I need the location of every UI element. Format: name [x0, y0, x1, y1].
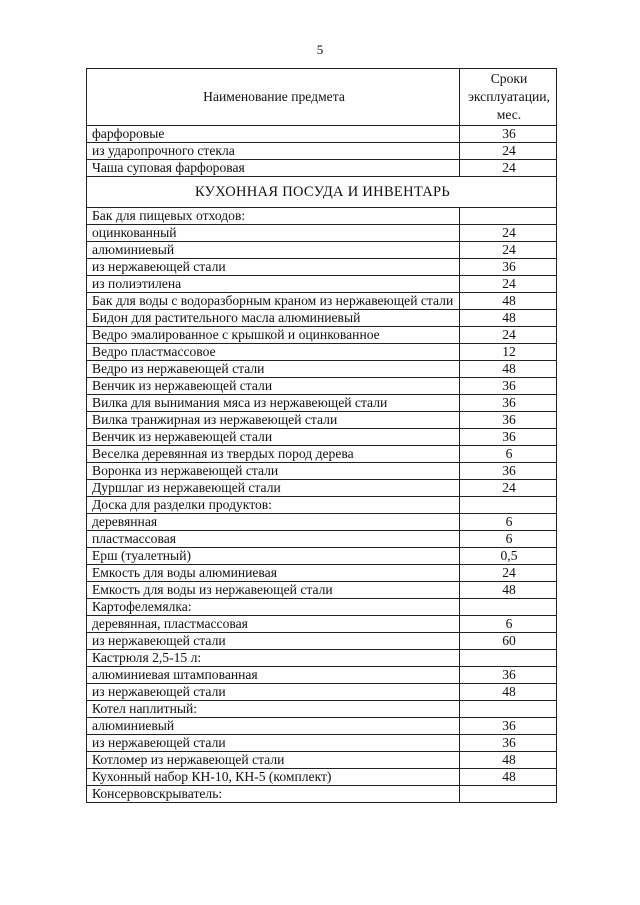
item-name: из нержавеющей стали — [87, 684, 460, 701]
item-term-months: 48 — [460, 582, 557, 599]
item-name: Доска для разделки продуктов: — [87, 497, 460, 514]
item-term-months: 24 — [460, 160, 557, 177]
item-term-months: 36 — [460, 395, 557, 412]
item-term-months: 24 — [460, 225, 557, 242]
table-row — [87, 395, 557, 412]
item-name: Бак для воды с водоразборным краном из нержавеющей стали — [87, 293, 460, 310]
item-name: Бак для пищевых отходов: — [87, 208, 460, 225]
item-term-months: 48 — [460, 752, 557, 769]
item-term-months: 48 — [460, 769, 557, 786]
item-term-months: 36 — [460, 718, 557, 735]
item-name: Емкость для воды алюминиевая — [87, 565, 460, 582]
table-row — [87, 276, 557, 293]
service-life-table — [86, 68, 557, 803]
item-term-months: 24 — [460, 143, 557, 160]
table-row — [87, 769, 557, 786]
table-row — [87, 650, 557, 667]
table-row — [87, 718, 557, 735]
table-row — [87, 565, 557, 582]
item-term-months — [460, 599, 557, 616]
item-term-months: 36 — [460, 735, 557, 752]
table-row — [87, 616, 557, 633]
item-term-months — [460, 701, 557, 718]
item-name: деревянная, пластмассовая — [87, 616, 460, 633]
item-name: Ерш (туалетный) — [87, 548, 460, 565]
item-term-months: 6 — [460, 514, 557, 531]
item-name: Емкость для воды из нержавеющей стали — [87, 582, 460, 599]
item-name: пластмассовая — [87, 531, 460, 548]
item-term-months: 36 — [460, 378, 557, 395]
table-row — [87, 548, 557, 565]
page-number: 5 — [316, 42, 324, 57]
item-term-months: 48 — [460, 684, 557, 701]
item-name: из нержавеющей стали — [87, 259, 460, 276]
item-term-months: 24 — [460, 242, 557, 259]
table-row — [87, 361, 557, 378]
item-name: Венчик из нержавеющей стали — [87, 378, 460, 395]
table-row — [87, 786, 557, 803]
item-term-months: 6 — [460, 446, 557, 463]
item-name: Консервовскрыватель: — [87, 786, 460, 803]
table-row — [87, 293, 557, 310]
item-name: Венчик из нержавеющей стали — [87, 429, 460, 446]
table-row — [87, 208, 557, 225]
item-term-months: 48 — [460, 361, 557, 378]
column-header-term-line3: мес. — [496, 107, 522, 122]
item-term-months: 36 — [460, 463, 557, 480]
table-row — [87, 463, 557, 480]
item-term-months: 6 — [460, 531, 557, 548]
column-header-term-line2: эксплуатации, — [468, 89, 550, 104]
table-row — [87, 160, 557, 177]
item-term-months: 24 — [460, 565, 557, 582]
item-term-months: 36 — [460, 259, 557, 276]
item-name: Ведро пластмассовое — [87, 344, 460, 361]
item-term-months: 36 — [460, 126, 557, 143]
table-row — [87, 480, 557, 497]
item-term-months: 48 — [460, 310, 557, 327]
item-term-months: 36 — [460, 429, 557, 446]
item-term-months: 36 — [460, 412, 557, 429]
item-term-months: 48 — [460, 293, 557, 310]
item-term-months: 12 — [460, 344, 557, 361]
item-term-months: 36 — [460, 667, 557, 684]
item-name: Воронка из нержавеющей стали — [87, 463, 460, 480]
table-row — [87, 310, 557, 327]
item-name: Вилка для вынимания мяса из нержавеющей стали — [87, 395, 460, 412]
item-name: Ведро эмалированное с крышкой и оцинкованное — [87, 327, 460, 344]
section-header-row — [87, 177, 557, 208]
item-name: Ведро из нержавеющей стали — [87, 361, 460, 378]
table-row — [87, 582, 557, 599]
item-term-months: 0,5 — [460, 548, 557, 565]
item-term-months: 24 — [460, 327, 557, 344]
item-name: из нержавеющей стали — [87, 735, 460, 752]
table-row — [87, 752, 557, 769]
table-row — [87, 344, 557, 361]
table-row — [87, 242, 557, 259]
item-term-months: 6 — [460, 616, 557, 633]
table-row — [87, 225, 557, 242]
item-name: Котел наплитный: — [87, 701, 460, 718]
item-name: Веселка деревянная из твердых пород дерева — [87, 446, 460, 463]
table-row — [87, 327, 557, 344]
item-term-months — [460, 497, 557, 514]
item-term-months: 24 — [460, 480, 557, 497]
table-row — [87, 412, 557, 429]
item-name: Бидон для растительного масла алюминиевый — [87, 310, 460, 327]
table-row — [87, 735, 557, 752]
table-row — [87, 599, 557, 616]
item-name: Вилка транжирная из нержавеющей стали — [87, 412, 460, 429]
section-title: КУХОННАЯ ПОСУДА И ИНВЕНТАРЬ — [87, 177, 557, 208]
table-row — [87, 259, 557, 276]
item-name: оцинкованный — [87, 225, 460, 242]
table-header-row — [87, 69, 557, 126]
item-term-months — [460, 650, 557, 667]
table-row — [87, 126, 557, 143]
item-name: алюминиевый — [87, 718, 460, 735]
table-row — [87, 514, 557, 531]
item-term-months: 60 — [460, 633, 557, 650]
table-row — [87, 143, 557, 160]
table-row — [87, 531, 557, 548]
item-name: Дуршлаг из нержавеющей стали — [87, 480, 460, 497]
item-name: Кухонный набор КН-10, КН-5 (комплект) — [87, 769, 460, 786]
item-name: из ударопрочного стекла — [87, 143, 460, 160]
table-row — [87, 667, 557, 684]
item-name: Картофелемялка: — [87, 599, 460, 616]
item-term-months — [460, 208, 557, 225]
column-header-term-line1: Сроки — [490, 71, 528, 86]
item-term-months: 24 — [460, 276, 557, 293]
item-term-months — [460, 786, 557, 803]
table-row — [87, 633, 557, 650]
table-row — [87, 378, 557, 395]
item-name: Чаша суповая фарфоровая — [87, 160, 460, 177]
item-name: Кастрюля 2,5-15 л: — [87, 650, 460, 667]
column-header-term — [460, 69, 557, 126]
table-row — [87, 429, 557, 446]
item-name: алюминиевая штампованная — [87, 667, 460, 684]
table-row — [87, 701, 557, 718]
item-name: из нержавеющей стали — [87, 633, 460, 650]
column-header-name: Наименование предмета — [87, 69, 460, 126]
item-name: фарфоровые — [87, 126, 460, 143]
item-name: алюминиевый — [87, 242, 460, 259]
item-name: Котломер из нержавеющей стали — [87, 752, 460, 769]
table-row — [87, 497, 557, 514]
table-row — [87, 446, 557, 463]
item-name: из полиэтилена — [87, 276, 460, 293]
table-row — [87, 684, 557, 701]
item-name: деревянная — [87, 514, 460, 531]
